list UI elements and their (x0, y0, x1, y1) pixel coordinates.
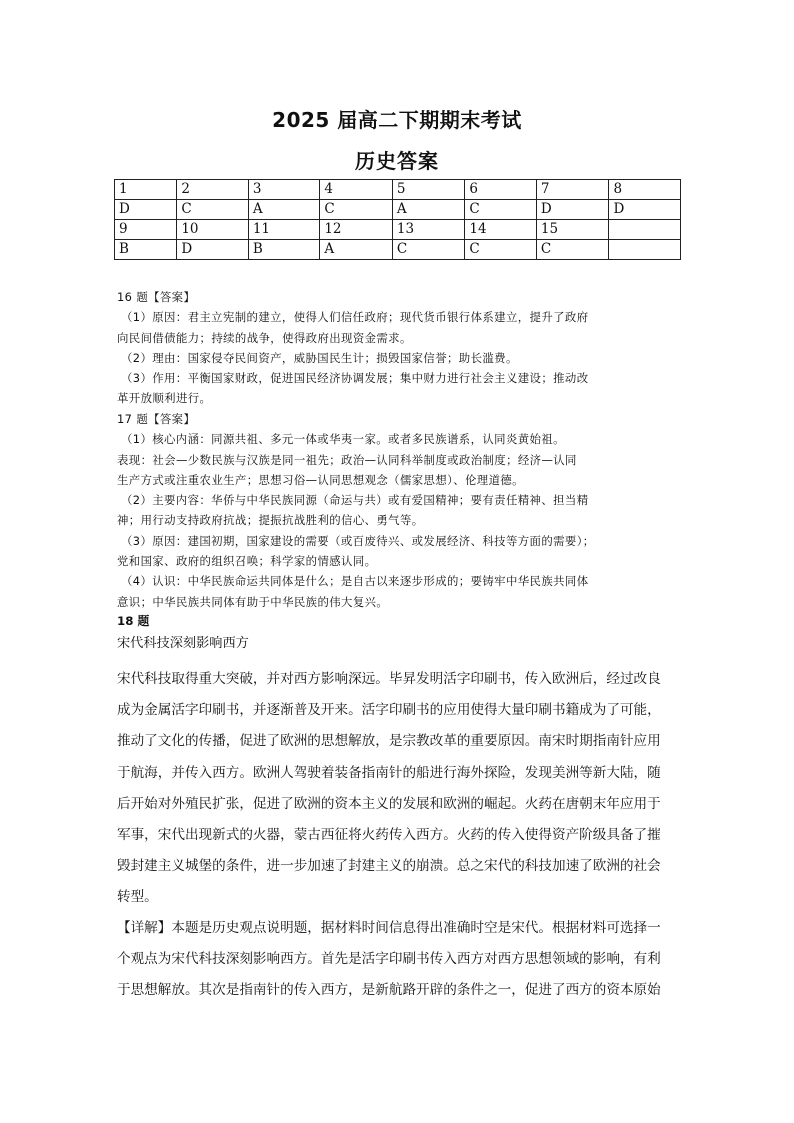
q18-detail-line: 个观点为宋代科技深刻影响西方。首先是活字印刷书传入西方对西方思想领域的影响，有利 (117, 951, 661, 968)
question-number-cell: 7 (536, 180, 609, 200)
question-number-cell: 10 (177, 220, 249, 240)
q16-answer-block (117, 287, 680, 409)
q16-line: （1）原因：君主立宪制的建立，使得人们信任政府；现代货币银行体系建立，提升了政府 (121, 310, 589, 325)
question-number-row (115, 220, 681, 240)
q18-detail-line: 【详解】本题是历史观点说明题，据材料时间信息得出准确时空是宋代。根据材料可选择一 (117, 920, 661, 936)
q16-heading: 16 题【答案】 (117, 290, 196, 304)
question-number-row (115, 180, 681, 200)
answer-letter-cell: C (392, 240, 465, 260)
q16-line: 向民间借债能力；持续的战争，使得政府出现资金需求。 (117, 330, 412, 345)
answer-key-row (115, 200, 681, 220)
answer-letter-cell: B (115, 240, 177, 260)
question-number-cell: 6 (465, 180, 537, 200)
question-number-cell: 1 (115, 180, 177, 200)
question-number-cell: 14 (465, 220, 537, 240)
question-number-cell: 4 (320, 180, 393, 200)
question-number-cell (609, 220, 681, 240)
q18-essay-title: 宋代科技深刻影响西方 (117, 636, 249, 651)
answer-letter-cell: D (609, 200, 681, 220)
answer-table (114, 179, 681, 260)
question-number-cell: 3 (248, 180, 320, 200)
q18-essay-body (117, 664, 683, 914)
q17-line: （4）认识：中华民族命运共同体是什么；是自古以来逐步形成的；要铸牢中华民族共同体 (121, 574, 589, 589)
answer-table-body (115, 180, 681, 260)
question-number-cell: 5 (392, 180, 465, 200)
exam-title: 2025 届高二下期期末考试 (272, 108, 522, 132)
question-number-cell: 9 (115, 220, 177, 240)
q17-line: （2）主要内容：华侨与中华民族同源（命运与共）或有爱国精神；要有责任精神、担当精 (121, 493, 589, 508)
q18-detail-explanation (117, 913, 683, 1007)
answer-letter-cell: C (536, 240, 609, 260)
q18-essay-line: 宋代科技取得重大突破，并对西方影响深远。毕昇发明活字印刷书，传入欧洲后，经过改良 (117, 671, 661, 687)
q17-line: （3）原因：建国初期，国家建设的需要（或百废待兴、或发展经济、科技等方面的需要）； (121, 533, 595, 548)
question-number-cell: 8 (609, 180, 681, 200)
answer-letter-cell: A (320, 240, 393, 260)
answer-letter-cell: D (115, 200, 177, 220)
q18-essay-line: 成为金属活字印刷书，并逐渐普及开来。活字印刷书的应用使得大量印刷书籍成为了可能， (117, 702, 661, 719)
answer-letter-cell: D (177, 240, 249, 260)
q18-essay-line: 推动了文化的传播，促进了欧洲的思想解放，是宗教改革的重要原因。南宋时期指南针应用 (117, 733, 661, 750)
answer-letter-cell: B (248, 240, 320, 260)
q18-essay-line: 毁封建主义城堡的条件，进一步加速了封建主义的崩溃。总之宋代的科技加速了欧洲的社会 (117, 858, 661, 875)
q16-line: 革开放顺利进行。 (117, 391, 212, 406)
q17-answer-block (117, 409, 680, 612)
question-number-cell: 2 (177, 180, 249, 200)
question-number-cell: 13 (392, 220, 465, 240)
answer-letter-cell: C (177, 200, 249, 220)
q17-line: 神；用行动支持政府抗战；提振抗战胜利的信心、勇气等。 (117, 513, 424, 528)
question-number-cell: 12 (320, 220, 393, 240)
q17-heading: 17 题【答案】 (117, 412, 196, 426)
answer-letter-cell: D (536, 200, 609, 220)
answer-letter-cell: A (248, 200, 320, 220)
q16-line: （3）作用：平衡国家财政，促进国民经济协调发展；集中财力进行社会主义建设；推动改 (121, 371, 589, 386)
answer-letter-cell: C (465, 240, 537, 260)
answer-letter-cell: C (320, 200, 393, 220)
question-number-cell: 15 (536, 220, 609, 240)
answer-key-row (115, 240, 681, 260)
answer-letter-cell (609, 240, 681, 260)
q18-essay-line: 军事，宋代出现新式的火器，蒙古西征将火药传入西方。火药的传入使得资产阶级具备了摧 (117, 827, 661, 844)
answer-letter-cell: C (465, 200, 537, 220)
answer-letter-cell: A (392, 200, 465, 220)
q16-line: （2）理由：国家侵夺民间资产，威胁国民生计；损毁国家信誉；助长滥费。 (121, 350, 518, 365)
q17-line: 意识；中华民族共同体有助于中华民族的伟大复兴。 (117, 594, 389, 609)
subject-title: 历史答案 (355, 149, 439, 173)
q18-detail-line: 于思想解放。其次是指南针的传入西方，是新航路开辟的条件之一，促进了西方的资本原始 (117, 982, 661, 999)
q17-line: （1）核心内涵：同源共祖、多元一体或华夷一家。或者多民族谱系，认同炎黄始祖。 (121, 432, 565, 447)
q17-line: 生产方式或注重农业生产；思想习俗—认同思想观念（儒家思想）、伦理道德。 (117, 472, 524, 487)
question-number-cell: 11 (248, 220, 320, 240)
q18-heading: 18 题 (117, 614, 150, 628)
q17-line: 党和国家、政府的组织召唤；科学家的情感认同。 (117, 554, 377, 569)
q18-essay-line: 于航海，并传入西方。欧洲人驾驶着装备指南针的船进行海外探险，发现美洲等新大陆，随 (117, 764, 661, 781)
q17-line: 表现：社会—少数民族与汉族是同一祖先；政治—认同科举制度或政治制度；经济—认同 (117, 452, 577, 467)
q18-essay-line: 后开始对外殖民扩张，促进了欧洲的资本主义的发展和欧洲的崛起。火药在唐朝末年应用于 (117, 795, 661, 812)
q18-essay-line: 转型。 (117, 889, 158, 906)
